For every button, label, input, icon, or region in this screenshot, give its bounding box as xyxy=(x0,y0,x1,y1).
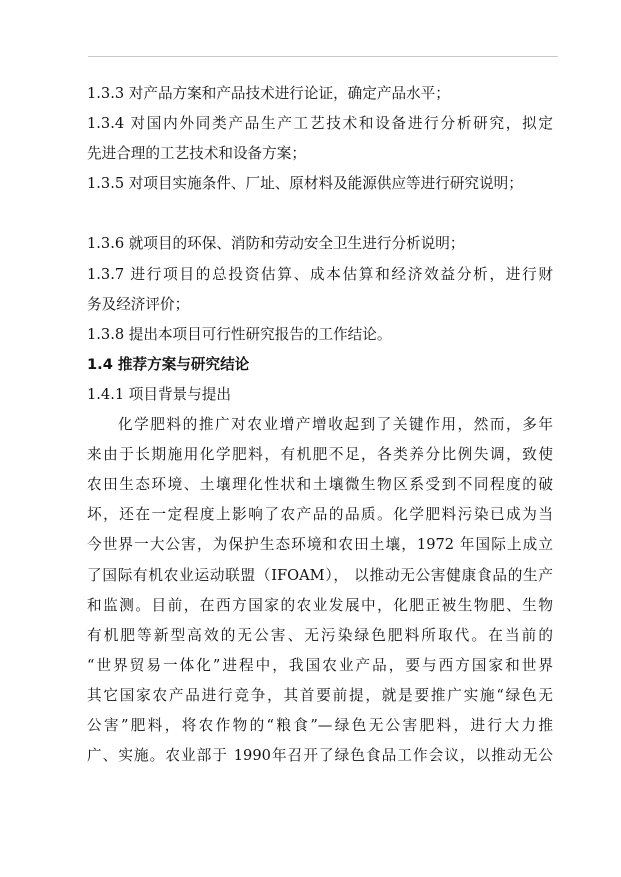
item-1-3-7-cont: 务及经济评价； xyxy=(87,295,190,313)
section-heading-1-4: 1.4 推荐方案与研究结论 xyxy=(87,355,250,373)
paragraph-line: “世界贸易一体化”进程中，我国农业产品，要与西方国家和世界 xyxy=(87,656,553,674)
item-1-3-6: 1.3.6 就项目的环保、消防和劳动安全卫生进行分析说明； xyxy=(87,235,465,253)
item-1-3-3: 1.3.3 对产品方案和产品技术进行论证，确定产品水平； xyxy=(87,85,450,102)
item-1-3-5: 1.3.5 对项目实施条件、厂址、原材料及能源供应等进行研究说明； xyxy=(87,175,523,193)
item-1-3-4-cont: 先进合理的工艺技术和设备方案； xyxy=(87,145,306,163)
paragraph-line: 化学肥料的推广对农业增产增收起到了关键作用，然而，多年 xyxy=(118,416,553,434)
paragraph-line: 公害”肥料，将农作物的“粮食”—绿色无公害肥料，进行大力推 xyxy=(87,716,553,734)
item-1-3-4: 1.3.4 对国内外同类产品生产工艺技术和设备进行分析研究，拟定 xyxy=(87,115,553,133)
paragraph-line: 今世界一大公害，为保护生态环境和农田土壤，1972 年国际上成立 xyxy=(87,536,553,554)
item-1-3-8: 1.3.8 提出本项目可行性研究报告的工作结论。 xyxy=(87,325,392,343)
background-paragraph xyxy=(87,410,553,771)
paragraph-line: 其它国家农产品进行竞争，其首要前提，就是要推广实施“绿色无 xyxy=(87,686,553,704)
paragraph-line: 有机肥等新型高效的无公害、无污染绿色肥料所取代。在当前的 xyxy=(87,626,553,644)
blank-line xyxy=(87,199,553,229)
paragraph-line: 坏，还在一定程度上影响了农产品的品质。化学肥料污染已成为当 xyxy=(87,506,553,524)
document-body xyxy=(87,79,553,771)
paragraph-line: 了国际有机农业运动联盟（IFOAM）， 以推动无公害健康食品的生产 xyxy=(87,566,553,584)
paragraph-line: 广、实施。农业部于 1990年召开了绿色食品工作会议，以推动无公 xyxy=(87,747,553,765)
subsection-heading-1-4-1: 1.4.1 项目背景与提出 xyxy=(87,385,231,403)
paragraph-line: 和监测。目前，在西方国家的农业发展中，化肥正被生物肥、生物 xyxy=(87,596,553,614)
header-rule xyxy=(88,56,558,57)
paragraph-line: 农田生态环境、土壤理化性状和土壤微生物区系受到不同程度的破 xyxy=(87,476,553,494)
paragraph-line: 来由于长期施用化学肥料，有机肥不足，各类养分比例失调，致使 xyxy=(87,446,553,464)
item-1-3-7: 1.3.7 进行项目的总投资估算、成本估算和经济效益分析，进行财 xyxy=(87,265,553,283)
